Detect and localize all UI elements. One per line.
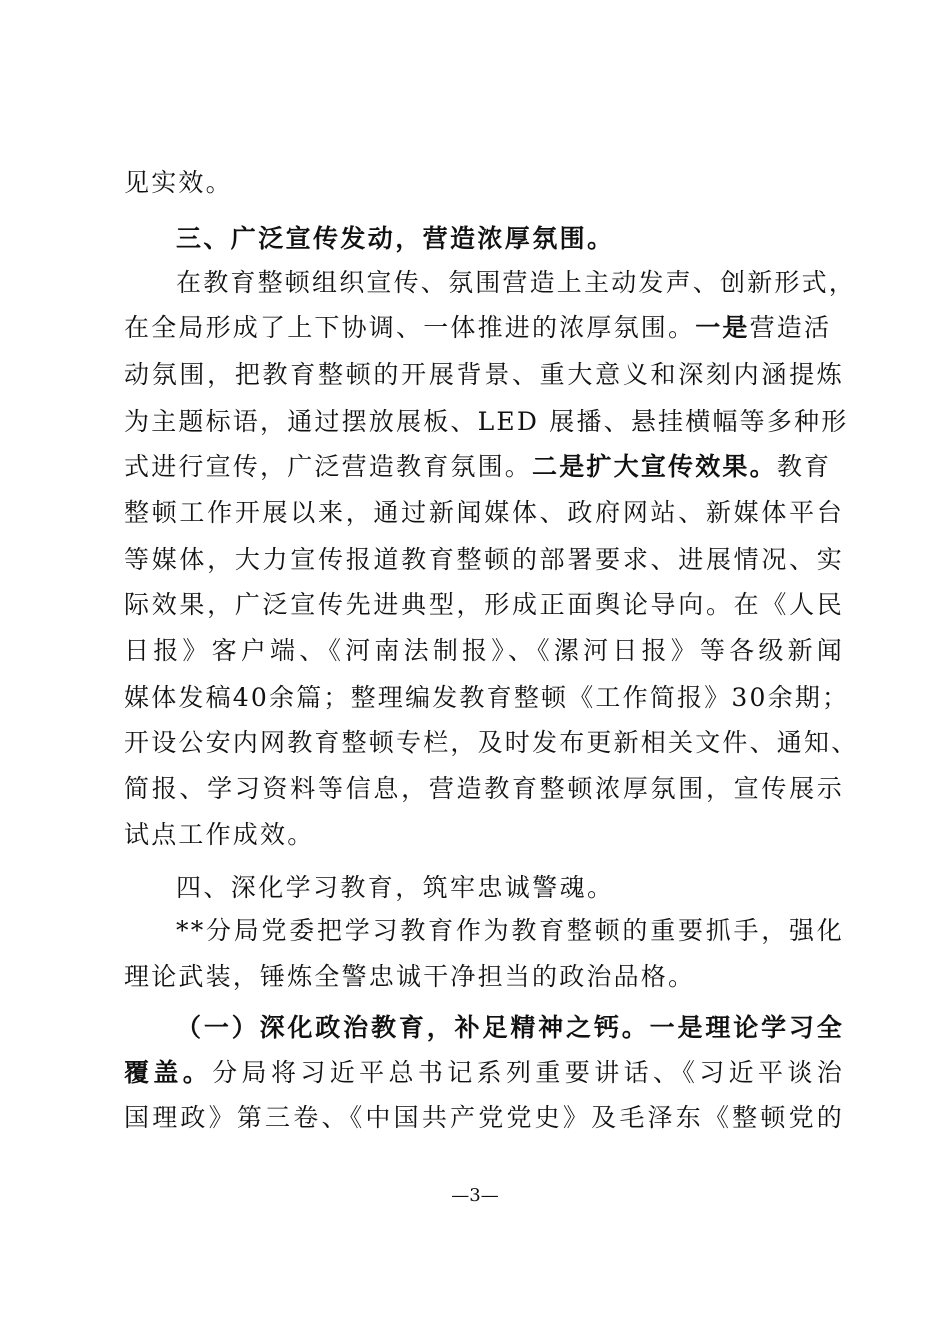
paragraph-line <box>124 407 849 437</box>
section-4-heading <box>176 873 896 903</box>
paragraph-text: 际效果，广泛宣传先进典型，形成正面舆论导向。在《人民 <box>124 590 844 619</box>
paragraph-text: 开设公安内网教育整顿专栏，及时发布更新相关文件、通知、 <box>124 728 859 757</box>
paragraph-line <box>124 820 844 850</box>
paragraph-text: 分局将习近平总书记系列重要讲话、《习近平谈治 <box>212 1058 844 1087</box>
section-3-heading <box>176 224 896 254</box>
paragraph-text: 在教育整顿组织宣传、氛围营造上主动发声、创新形式， <box>176 268 857 297</box>
paragraph-text: 见实效。 <box>124 168 233 197</box>
heading-text: （一）深化政治教育，补足精神之钙。一是理论学习全 <box>176 1013 844 1042</box>
paragraph-text: 试点工作成效。 <box>124 820 315 849</box>
paragraph-line <box>124 360 844 390</box>
paragraph-text: 为主题标语，通过摆放展板、LED 展播、悬挂横幅等多种形 <box>124 407 849 436</box>
paragraph-line <box>124 962 844 992</box>
heading-text: 三、广泛宣传发动，营造浓厚氛围。 <box>176 224 615 253</box>
paragraph-text: 等媒体，大力宣传报道教育整顿的部署要求、进展情况、实 <box>124 545 844 574</box>
paragraph-line <box>124 498 844 528</box>
paragraph-text: 在全局形成了上下协调、一体推进的浓厚氛围。 <box>124 313 696 342</box>
continuation-line <box>124 168 844 198</box>
paragraph-line <box>124 452 844 482</box>
paragraph-text: 媒体发稿40余篇；整理编发教育整顿《工作简报》30余期； <box>124 683 850 712</box>
paragraph-line <box>124 774 844 804</box>
emphasis-text: 二是扩大宣传效果。 <box>532 452 777 481</box>
paragraph-line <box>124 683 850 713</box>
paragraph-line <box>124 1103 844 1133</box>
emphasis-text: 覆盖。 <box>124 1058 213 1087</box>
paragraph-text: 日报》客户端、《河南法制报》、《漯河日报》等各级新闻 <box>124 636 844 665</box>
paragraph-text: 国理政》第三卷、《中国共产党党史》及毛泽东《整顿党的 <box>124 1103 844 1132</box>
page-number: —3— <box>451 1185 499 1206</box>
paragraph-text: 整顿工作开展以来，通过新闻媒体、政府网站、新媒体平台 <box>124 498 844 527</box>
paragraph-line <box>124 728 859 758</box>
paragraph-text: 教育 <box>776 452 832 481</box>
paragraph-text: **分局党委把学习教育作为教育整顿的重要抓手，强化 <box>176 916 844 945</box>
paragraph-text: 理论武装，锤炼全警忠诚干净担当的政治品格。 <box>124 962 696 991</box>
heading-text: 四、深化学习教育，筑牢忠诚警魂。 <box>176 873 615 902</box>
paragraph-text: 动氛围，把教育整顿的开展背景、重大意义和深刻内涵提炼 <box>124 360 844 389</box>
paragraph-line <box>124 590 844 620</box>
paragraph-line <box>124 1058 844 1088</box>
paragraph-line <box>176 268 857 298</box>
paragraph-text: 营造活 <box>749 313 832 342</box>
emphasis-text: 一是 <box>695 313 750 342</box>
paragraph-line <box>124 313 844 343</box>
paragraph-line <box>176 916 844 946</box>
subsection-1-heading <box>176 1013 844 1043</box>
paragraph-line <box>124 636 844 666</box>
paragraph-text: 简报、学习资料等信息，营造教育整顿浓厚氛围，宣传展示 <box>124 774 844 803</box>
paragraph-text: 式进行宣传，广泛营造教育氛围。 <box>124 452 533 481</box>
paragraph-line <box>124 545 844 575</box>
